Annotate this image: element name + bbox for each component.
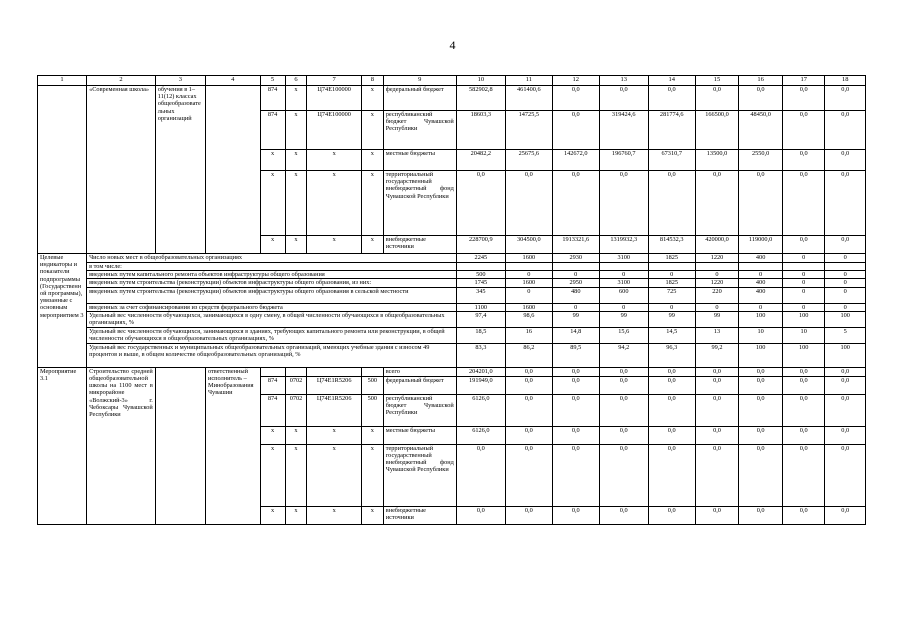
indicator-value: 1220 [695, 279, 739, 287]
table-cell: 6126,0 [456, 394, 505, 426]
indicator-value: 0 [739, 271, 783, 279]
table-cell: 461400,6 [505, 86, 552, 111]
indicator-value: 0 [825, 271, 866, 279]
indicator-value: 13 [695, 327, 739, 343]
indicator-value: 480 [552, 287, 599, 303]
funding-source: республиканский бюджет Чувашской Республики [383, 394, 456, 426]
column-header: 9 [383, 76, 456, 86]
table-cell: 0,0 [552, 444, 599, 506]
table-cell: 0,0 [782, 376, 825, 394]
table-cell: 0,0 [505, 426, 552, 444]
indicator-value: 98,6 [505, 311, 552, 327]
table-cell: 0,0 [782, 236, 825, 254]
indicator-value: 1825 [648, 279, 695, 287]
table-cell: 0,0 [648, 506, 695, 524]
table-cell: 0,0 [739, 86, 783, 111]
table-cell: x [307, 171, 362, 236]
measure-name: Строительство средней общеобразовательной школы на 1100 мест в микрорайоне «Волжский-3» г. Чебоксары Чувашской Республики [87, 367, 156, 524]
indicator-row [38, 271, 866, 279]
table-cell: 0,0 [825, 86, 866, 111]
indicator-value: 0 [648, 271, 695, 279]
indicator-value: 2930 [552, 254, 599, 263]
indicator-value: 0 [599, 303, 648, 311]
table-cell: x [307, 444, 362, 506]
column-header: 13 [599, 76, 648, 86]
table-cell [260, 367, 285, 376]
table-cell: 0,0 [825, 376, 866, 394]
table-cell: 0,0 [456, 444, 505, 506]
indicator-value: 0 [782, 254, 825, 263]
table-cell: 0,0 [456, 171, 505, 236]
indicator-value: 0 [825, 279, 866, 287]
column-header: 11 [505, 76, 552, 86]
indicator-name: Удельный вес численности обучающихся, занимающихся в зданиях, требующих капитального ремонта или реконструкции, в общей численности обучающихся в общеобразовательных организациях, % [87, 327, 457, 343]
table-cell: 0,0 [599, 376, 648, 394]
indicator-value: 99,2 [695, 343, 739, 367]
table-cell: x [361, 444, 383, 506]
table-cell: 0,0 [695, 506, 739, 524]
table-cell: 0,0 [599, 426, 648, 444]
indicator-value: 600 [599, 287, 648, 303]
indicator-value: 1745 [456, 279, 505, 287]
indicator-value: 100 [739, 311, 783, 327]
page-number: 4 [449, 38, 456, 52]
indicator-value: 725 [648, 287, 695, 303]
table-cell: 0,0 [825, 426, 866, 444]
table-cell: 0,0 [552, 111, 599, 150]
table-cell: 0,0 [505, 506, 552, 524]
table-cell: 0,0 [782, 171, 825, 236]
funding-source: местные бюджеты [383, 426, 456, 444]
column-header: 2 [87, 76, 156, 86]
table-cell: 0,0 [739, 367, 783, 376]
table-cell: 0,0 [505, 367, 552, 376]
table-cell: 0,0 [599, 506, 648, 524]
table-cell: 204201,0 [456, 367, 505, 376]
indicator-value: 400 [739, 254, 783, 263]
indicator-row [38, 287, 866, 303]
indicator-value: 3100 [599, 279, 648, 287]
table-cell: 20482,2 [456, 150, 505, 171]
table-cell: Ц74Е1R5206 [307, 376, 362, 394]
table-cell: 420000,0 [695, 236, 739, 254]
table-cell: 0,0 [599, 444, 648, 506]
table-cell: 0702 [285, 394, 307, 426]
table-cell: 874 [260, 376, 285, 394]
table-cell: 0,0 [782, 426, 825, 444]
table-cell: 0,0 [782, 367, 825, 376]
table-cell: x [361, 111, 383, 150]
table-cell [361, 367, 383, 376]
table-cell: 0,0 [599, 171, 648, 236]
table-cell: x [260, 150, 285, 171]
indicator-value: 400 [739, 287, 783, 303]
table-cell: 0,0 [825, 111, 866, 150]
indicator-row [38, 327, 866, 343]
table-cell: 281774,6 [648, 111, 695, 150]
indicator-value: 100 [825, 311, 866, 327]
indicator-value [695, 263, 739, 271]
indicator-value: 0 [782, 271, 825, 279]
funding-source: территориальный государственный внебюджетный фонд Чувашской Республики [383, 171, 456, 236]
table-cell: 1913321,6 [552, 236, 599, 254]
table-cell: 0,0 [648, 171, 695, 236]
indicator-name: введенных путем строительства (реконструкции) объектов инфраструктуры общего образования в сельской местности [87, 287, 457, 303]
table-cell: x [361, 236, 383, 254]
table-cell: 13500,0 [695, 150, 739, 171]
indicator-value: 0 [782, 287, 825, 303]
table-cell: 0,0 [648, 367, 695, 376]
table-cell: 0,0 [739, 426, 783, 444]
table-cell: x [285, 111, 307, 150]
indicator-row [38, 263, 866, 271]
indicator-value: 0 [552, 271, 599, 279]
indicator-value: 89,5 [552, 343, 599, 367]
indicator-name: введенных за счет софинансирования из средств федерального бюджета [87, 303, 457, 311]
indicator-value: 400 [739, 279, 783, 287]
column-header: 14 [648, 76, 695, 86]
program-table [37, 75, 866, 525]
table-cell: 0,0 [825, 171, 866, 236]
table-cell: 0,0 [695, 86, 739, 111]
indicator-value: 3100 [599, 254, 648, 263]
table-cell: 0,0 [552, 86, 599, 111]
table-cell: 0,0 [695, 426, 739, 444]
table-cell: 0,0 [552, 376, 599, 394]
table-cell: x [285, 236, 307, 254]
indicator-value [782, 263, 825, 271]
table-cell: 0702 [285, 376, 307, 394]
indicator-value: 0 [825, 303, 866, 311]
indicator-value: 0 [552, 303, 599, 311]
table-cell: 0,0 [825, 236, 866, 254]
table-cell: 0,0 [782, 394, 825, 426]
funding-source: республиканский бюджет Чувашской Республики [383, 111, 456, 150]
indicator-name: введенных путем капитального ремонта объектов инфраструктуры общего образования [87, 271, 457, 279]
table-cell: Ц74Е1R5206 [307, 394, 362, 426]
table-cell: 0,0 [648, 394, 695, 426]
table-cell: 48450,0 [739, 111, 783, 150]
column-header: 12 [552, 76, 599, 86]
table-cell: 119000,0 [739, 236, 783, 254]
table-cell: Ц74Е100000 [307, 86, 362, 111]
table-cell: 582902,8 [456, 86, 505, 111]
table-cell: 0,0 [825, 506, 866, 524]
table-cell: x [260, 426, 285, 444]
table-cell: 500 [361, 394, 383, 426]
table-cell: 814532,3 [648, 236, 695, 254]
measure-description [155, 367, 205, 524]
indicator-value: 14,5 [648, 327, 695, 343]
indicator-value: 83,3 [456, 343, 505, 367]
indicator-value: 0 [695, 303, 739, 311]
measure-name: «Современная школа» [87, 86, 156, 254]
indicator-value: 0 [695, 271, 739, 279]
indicator-value: 14,8 [552, 327, 599, 343]
table-cell: x [361, 150, 383, 171]
measure-cell [38, 86, 87, 254]
table-cell: 0,0 [695, 171, 739, 236]
column-header: 15 [695, 76, 739, 86]
indicator-value [599, 263, 648, 271]
table-cell: x [361, 426, 383, 444]
indicator-value: 0 [505, 271, 552, 279]
column-header: 4 [205, 76, 260, 86]
indicator-row [38, 311, 866, 327]
indicator-row [38, 343, 866, 367]
indicator-value: 1600 [505, 279, 552, 287]
table-cell: x [361, 506, 383, 524]
indicator-value: 99 [648, 311, 695, 327]
indicator-value: 86,2 [505, 343, 552, 367]
indicator-value: 500 [456, 271, 505, 279]
table-cell: 0,0 [648, 86, 695, 111]
indicator-value [648, 263, 695, 271]
table-cell: 0,0 [552, 426, 599, 444]
table-cell: x [307, 426, 362, 444]
table-cell: 0,0 [825, 394, 866, 426]
table-cell: x [285, 171, 307, 236]
table-cell: 0,0 [505, 171, 552, 236]
indicator-row [38, 279, 866, 287]
table-cell: 0,0 [825, 367, 866, 376]
indicator-value: 97,4 [456, 311, 505, 327]
table-cell: 25675,6 [505, 150, 552, 171]
indicator-value: 0 [782, 279, 825, 287]
funding-source: территориальный государственный внебюджетный фонд Чувашской Республики [383, 444, 456, 506]
table-cell: 1319932,3 [599, 236, 648, 254]
measure-description: обучения в 1–11(12) классах общеобразовательных организаций [155, 86, 205, 254]
column-header: 18 [825, 76, 866, 86]
column-header: 1 [38, 76, 87, 86]
indicator-value: 1600 [505, 254, 552, 263]
indicator-value: 2245 [456, 254, 505, 263]
table-cell: 0,0 [739, 444, 783, 506]
indicator-row [38, 303, 866, 311]
column-header: 10 [456, 76, 505, 86]
table-cell: 0,0 [739, 394, 783, 426]
table-cell: 500 [361, 376, 383, 394]
table-cell: 0,0 [648, 444, 695, 506]
indicator-value: 0 [825, 287, 866, 303]
table-cell: x [307, 236, 362, 254]
table-cell: x [361, 171, 383, 236]
table-cell: x [260, 506, 285, 524]
table-cell: 0,0 [695, 444, 739, 506]
table-cell: 874 [260, 111, 285, 150]
table-cell: 6126,0 [456, 426, 505, 444]
table-cell: 228700,9 [456, 236, 505, 254]
indicators-label: Целевые индикаторы и показатели подпрограммы (Государственной программы), увязанные с основным мероприятием 3 [38, 254, 87, 368]
indicator-value: 220 [695, 287, 739, 303]
column-header: 17 [782, 76, 825, 86]
executor-cell [205, 86, 260, 254]
indicator-value: 5 [825, 327, 866, 343]
indicator-value: 0 [782, 303, 825, 311]
column-header: 7 [307, 76, 362, 86]
table-cell: 0,0 [825, 150, 866, 171]
table-cell: 0,0 [695, 376, 739, 394]
indicator-value: 96,3 [648, 343, 695, 367]
measure-number: Мероприятие 3.1 [38, 367, 87, 524]
table-cell: 0,0 [505, 376, 552, 394]
table-cell: 0,0 [739, 171, 783, 236]
table-cell: x [260, 171, 285, 236]
column-header: 5 [260, 76, 285, 86]
table-cell: 0,0 [552, 367, 599, 376]
indicator-value: 1825 [648, 254, 695, 263]
indicator-value: 15,6 [599, 327, 648, 343]
funding-source: местные бюджеты [383, 150, 456, 171]
table-cell: 67310,7 [648, 150, 695, 171]
table-cell: x [260, 236, 285, 254]
funding-source: внебюджетные источники [383, 236, 456, 254]
indicator-value: 1600 [505, 303, 552, 311]
table-cell: 0,0 [648, 376, 695, 394]
table-cell: x [307, 150, 362, 171]
table-cell: 0,0 [552, 171, 599, 236]
indicator-value: 99 [695, 311, 739, 327]
indicator-value: 100 [782, 311, 825, 327]
table-cell: x [285, 426, 307, 444]
table-cell: 0,0 [782, 150, 825, 171]
table-cell: 0,0 [825, 444, 866, 506]
table-cell: 0,0 [505, 394, 552, 426]
indicator-value: 99 [552, 311, 599, 327]
table-cell: 2550,0 [739, 150, 783, 171]
table-cell: x [285, 506, 307, 524]
table-cell: 0,0 [782, 86, 825, 111]
table-cell: 196760,7 [599, 150, 648, 171]
table-cell: 0,0 [695, 367, 739, 376]
column-header: 16 [739, 76, 783, 86]
indicator-value: 0 [825, 254, 866, 263]
column-header: 8 [361, 76, 383, 86]
indicator-value: 10 [782, 327, 825, 343]
indicator-value: 0 [739, 303, 783, 311]
indicator-value: 1100 [456, 303, 505, 311]
column-header: 3 [155, 76, 205, 86]
table-cell: 0,0 [782, 506, 825, 524]
indicator-name: Удельный вес государственных и муниципальных общеобразовательных организаций, имеющих учебные здания с износом 49 процентов и выше, в общем количестве общеобразовательных организаций, % [87, 343, 457, 367]
indicator-value: 100 [782, 343, 825, 367]
indicator-value: 0 [505, 287, 552, 303]
table-cell: x [260, 444, 285, 506]
table-cell: x [285, 86, 307, 111]
indicator-value: 99 [599, 311, 648, 327]
table-cell: 304500,0 [505, 236, 552, 254]
indicator-value: 345 [456, 287, 505, 303]
table-cell: 0,0 [552, 506, 599, 524]
table-cell: 319424,6 [599, 111, 648, 150]
indicator-name: введенных путем строительства (реконструкции) объектов инфраструктуры общего образования, из них: [87, 279, 457, 287]
indicator-value: 18,5 [456, 327, 505, 343]
indicator-name: Удельный вес численности обучающихся, занимающихся в одну смену, в общей численности обучающихся в общеобразовательных организациях, % [87, 311, 457, 327]
table-cell: 0,0 [456, 506, 505, 524]
table-cell: 0,0 [552, 394, 599, 426]
indicator-name: в том числе: [87, 263, 457, 271]
table-cell: 166500,0 [695, 111, 739, 150]
header-row [38, 76, 866, 86]
table-row [38, 367, 866, 376]
table-cell: 0,0 [739, 376, 783, 394]
indicator-value: 10 [739, 327, 783, 343]
table-cell: x [361, 86, 383, 111]
table-cell [307, 367, 362, 376]
indicator-value [505, 263, 552, 271]
table-cell: 874 [260, 394, 285, 426]
funding-source: федеральный бюджет [383, 376, 456, 394]
indicator-value: 100 [825, 343, 866, 367]
indicator-value: 100 [739, 343, 783, 367]
funding-source: федеральный бюджет [383, 86, 456, 111]
table-cell: 18603,3 [456, 111, 505, 150]
column-header: 6 [285, 76, 307, 86]
table-cell: 0,0 [505, 444, 552, 506]
indicator-value [739, 263, 783, 271]
table-cell: 0,0 [599, 394, 648, 426]
indicator-value: 94,2 [599, 343, 648, 367]
indicator-value: 2950 [552, 279, 599, 287]
table-cell [285, 367, 307, 376]
table-cell: 0,0 [599, 367, 648, 376]
indicator-value [552, 263, 599, 271]
table-cell: x [285, 444, 307, 506]
table-cell: x [285, 150, 307, 171]
indicator-value: 1220 [695, 254, 739, 263]
table-cell: 874 [260, 86, 285, 111]
table-cell: 0,0 [648, 426, 695, 444]
table-row [38, 86, 866, 111]
table-cell: 14725,5 [505, 111, 552, 150]
table-cell: 191949,0 [456, 376, 505, 394]
table-cell: 0,0 [695, 394, 739, 426]
indicator-name: Число новых мест в общеобразовательных организациях [87, 254, 457, 263]
table-cell: 0,0 [782, 111, 825, 150]
funding-source: всего [383, 367, 456, 376]
funding-source: внебюджетные источники [383, 506, 456, 524]
table-cell: 0,0 [739, 506, 783, 524]
executor-cell: ответственный исполнитель – Минобразования Чувашии [205, 367, 260, 524]
table-cell: 142672,0 [552, 150, 599, 171]
table-cell: x [307, 506, 362, 524]
indicator-row [38, 254, 866, 263]
indicator-value: 16 [505, 327, 552, 343]
table-cell: Ц74Е100000 [307, 111, 362, 150]
indicator-value: 0 [599, 271, 648, 279]
indicator-value [456, 263, 505, 271]
table-cell: 0,0 [599, 86, 648, 111]
indicator-value: 0 [648, 303, 695, 311]
table-cell: 0,0 [782, 444, 825, 506]
indicator-value [825, 263, 866, 271]
